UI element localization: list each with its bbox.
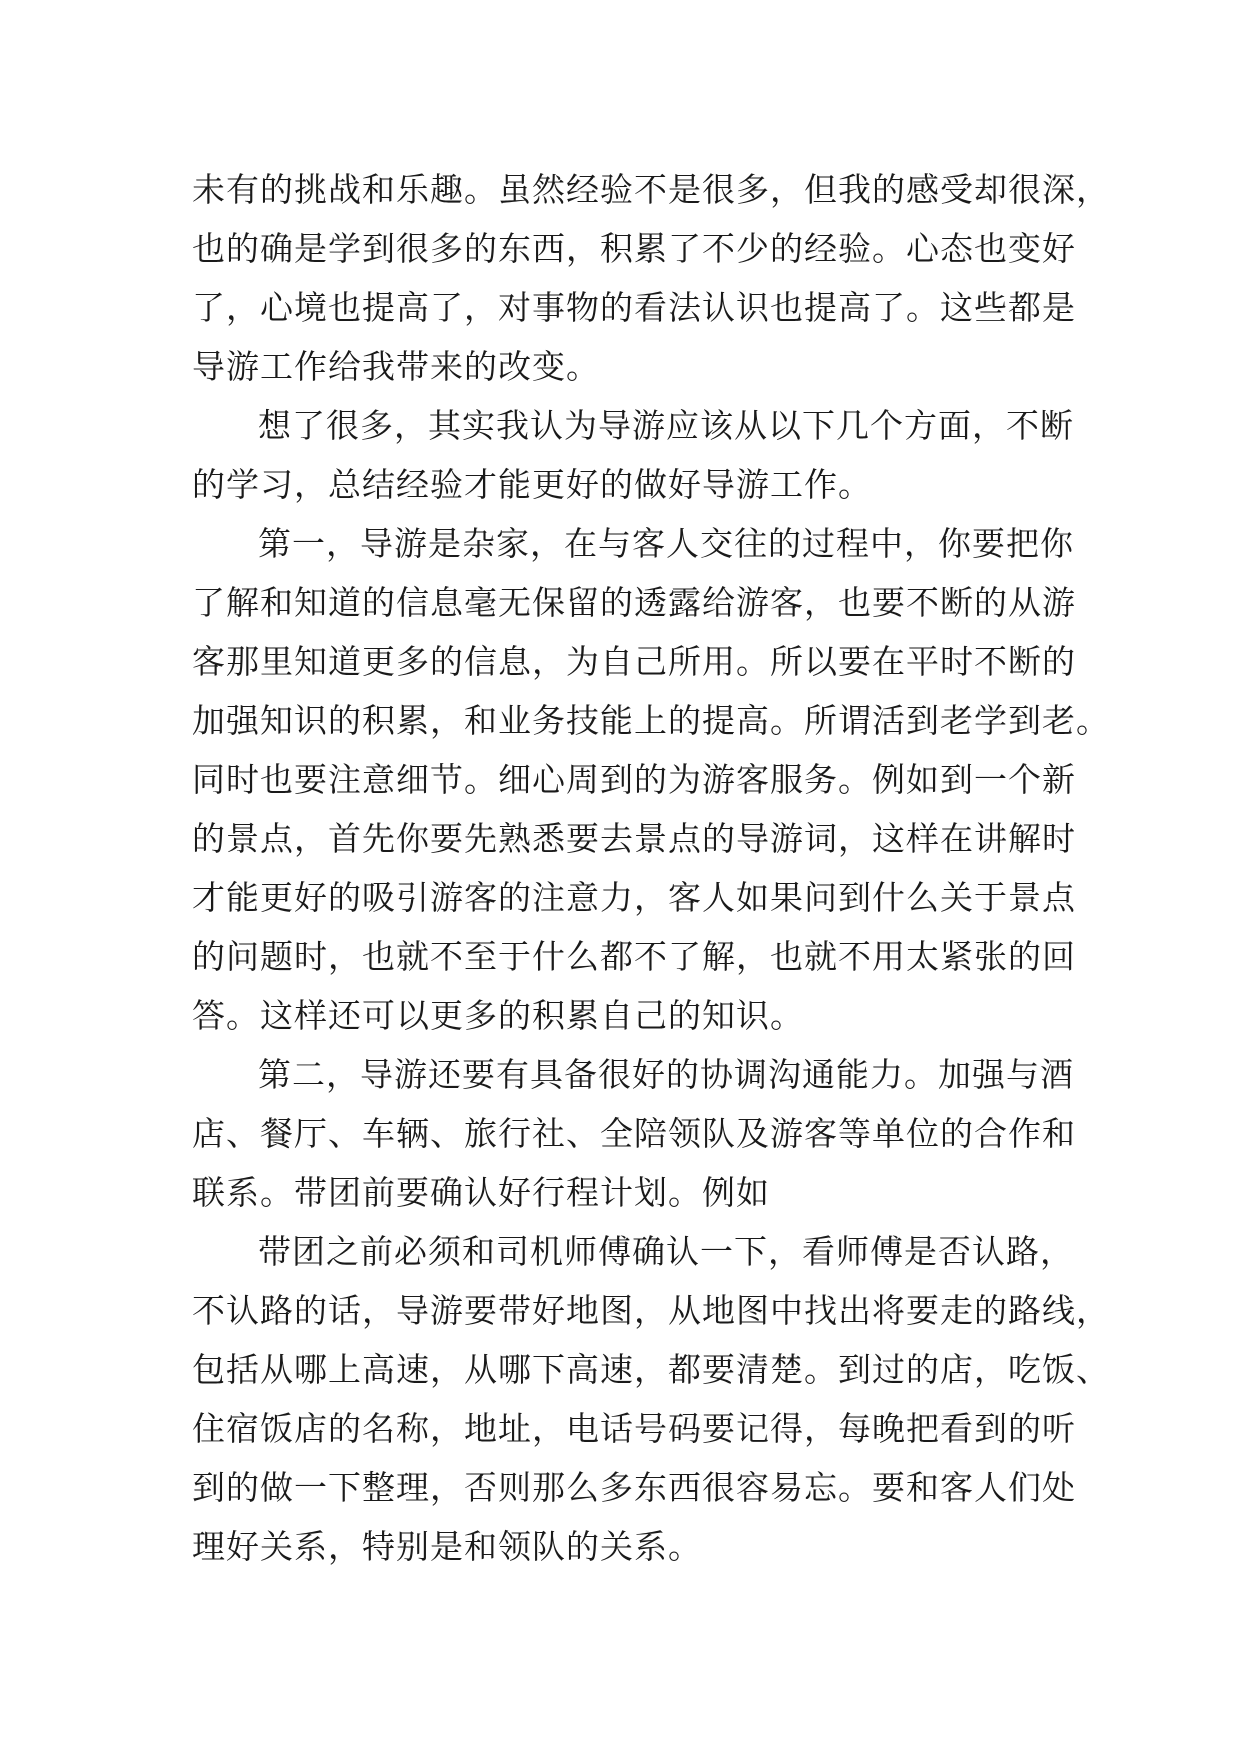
text-line: 也的确是学到很多的东西，积累了不少的经验。心态也变好 bbox=[192, 229, 1076, 268]
text-line: 包括从哪上高速，从哪下高速，都要清楚。到过的店，吃饭、 bbox=[192, 1350, 1110, 1389]
text-line: 联系。带团前要确认好行程计划。例如 bbox=[192, 1173, 770, 1212]
text-line: 带团之前必须和司机师傅确认一下，看师傅是否认路， bbox=[258, 1232, 1074, 1271]
text-line: 的问题时，也就不至于什么都不了解，也就不用太紧张的回 bbox=[192, 937, 1076, 976]
text-line: 店、餐厅、车辆、旅行社、全陪领队及游客等单位的合作和 bbox=[192, 1114, 1076, 1153]
text-line: 的学习，总结经验才能更好的做好导游工作。 bbox=[192, 465, 872, 504]
text-line: 的景点，首先你要先熟悉要去景点的导游词，这样在讲解时 bbox=[192, 819, 1076, 858]
text-line: 了，心境也提高了，对事物的看法认识也提高了。这些都是 bbox=[192, 288, 1076, 327]
text-line: 了解和知道的信息毫无保留的透露给游客，也要不断的从游 bbox=[192, 583, 1076, 622]
text-line: 想了很多，其实我认为导游应该从以下几个方面，不断 bbox=[258, 406, 1074, 445]
text-line: 客那里知道更多的信息，为自己所用。所以要在平时不断的 bbox=[192, 642, 1076, 681]
text-line: 理好关系，特别是和领队的关系。 bbox=[192, 1527, 702, 1566]
document-body bbox=[192, 160, 1110, 1576]
text-line: 第二，导游还要有具备很好的协调沟通能力。加强与酒 bbox=[258, 1055, 1074, 1094]
text-line: 同时也要注意细节。细心周到的为游客服务。例如到一个新 bbox=[192, 760, 1076, 799]
text-line: 加强知识的积累，和业务技能上的提高。所谓活到老学到老。 bbox=[192, 701, 1110, 740]
text-line: 到的做一下整理，否则那么多东西很容易忘。要和客人们处 bbox=[192, 1468, 1076, 1507]
text-line: 第一，导游是杂家，在与客人交往的过程中，你要把你 bbox=[258, 524, 1074, 563]
text-line: 住宿饭店的名称，地址，电话号码要记得，每晚把看到的听 bbox=[192, 1409, 1076, 1448]
text-line: 未有的挑战和乐趣。虽然经验不是很多，但我的感受却很深， bbox=[192, 170, 1110, 209]
text-line: 导游工作给我带来的改变。 bbox=[192, 347, 600, 386]
text-line: 不认路的话，导游要带好地图，从地图中找出将要走的路线， bbox=[192, 1291, 1110, 1330]
text-line: 才能更好的吸引游客的注意力，客人如果问到什么关于景点 bbox=[192, 878, 1076, 917]
text-line: 答。这样还可以更多的积累自己的知识。 bbox=[192, 996, 804, 1035]
